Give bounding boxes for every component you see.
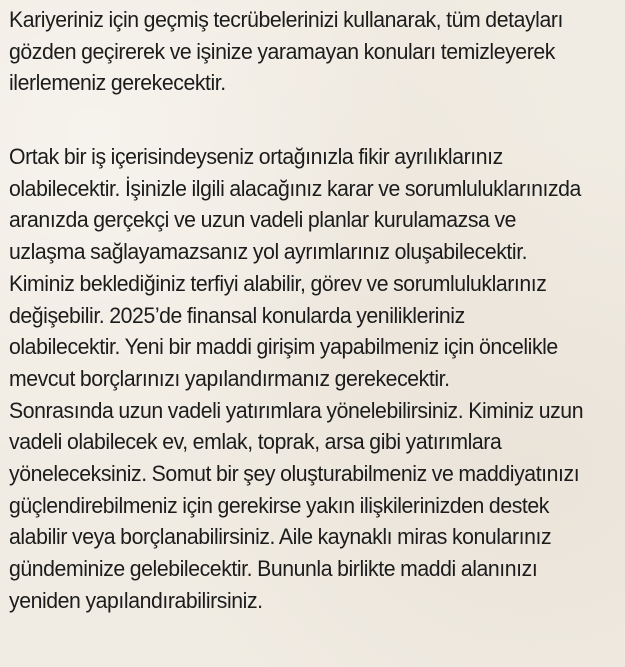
text-line: alabilir veya borçlanabilirsiniz. Aile kaynaklı miras konularınız [9, 524, 552, 550]
text-line: aranızda gerçekçi ve uzun vadeli planlar kurulamazsa ve [9, 207, 517, 233]
text-line: Kariyeriniz için geçmiş tecrübelerinizi kullanarak, tüm detayları [9, 7, 563, 32]
text-line: uzlaşma sağlayamazsanız yol ayrımlarınız oluşabilecektir. [9, 239, 528, 265]
text-line: değişebilir. 2025’de finansal konularda yenilikleriniz [9, 302, 465, 328]
text-line: olabilecektir. İşinizle ilgili alacağınız karar ve sorumluluklarınızda [9, 175, 581, 201]
text-line: güçlendirebilmeniz için gerekirse yakın ilişkilerinizden destek [9, 492, 549, 518]
text-line: Kiminiz beklediğiniz terfiyi alabilir, görev ve sorumluluklarınız [9, 270, 547, 296]
paragraph-main [9, 141, 620, 617]
text-line: mevcut borçlarınızı yapılandırmanız gerekecektir. [9, 365, 450, 391]
text-line: Sonrasında uzun vadeli yatırımlara yönelebilirsiniz. Kiminiz uzun [9, 397, 584, 423]
text-line: olabilecektir. Yeni bir maddi girişim yapabilmeniz için öncelikle [9, 334, 558, 360]
paragraph-intro [9, 4, 620, 99]
text-line: vadeli olabilecek ev, emlak, toprak, arsa gibi yatırımlara [9, 429, 502, 455]
text-line: gündeminize gelebilecektir. Bununla birlikte maddi alanınızı [9, 556, 538, 582]
text-line: yöneleceksiniz. Somut bir şey oluşturabilmeniz ve maddiyatınızı [9, 461, 580, 487]
text-line: Ortak bir iş içerisindeyseniz ortağınızla fikir ayrılıklarınız [9, 144, 503, 169]
text-line: gözden geçirerek ve işinize yaramayan konuları temizleyerek [9, 38, 555, 64]
text-line: yeniden yapılandırabilirsiniz. [9, 587, 263, 613]
text-line: ilerlemeniz gerekecektir. [9, 70, 226, 96]
